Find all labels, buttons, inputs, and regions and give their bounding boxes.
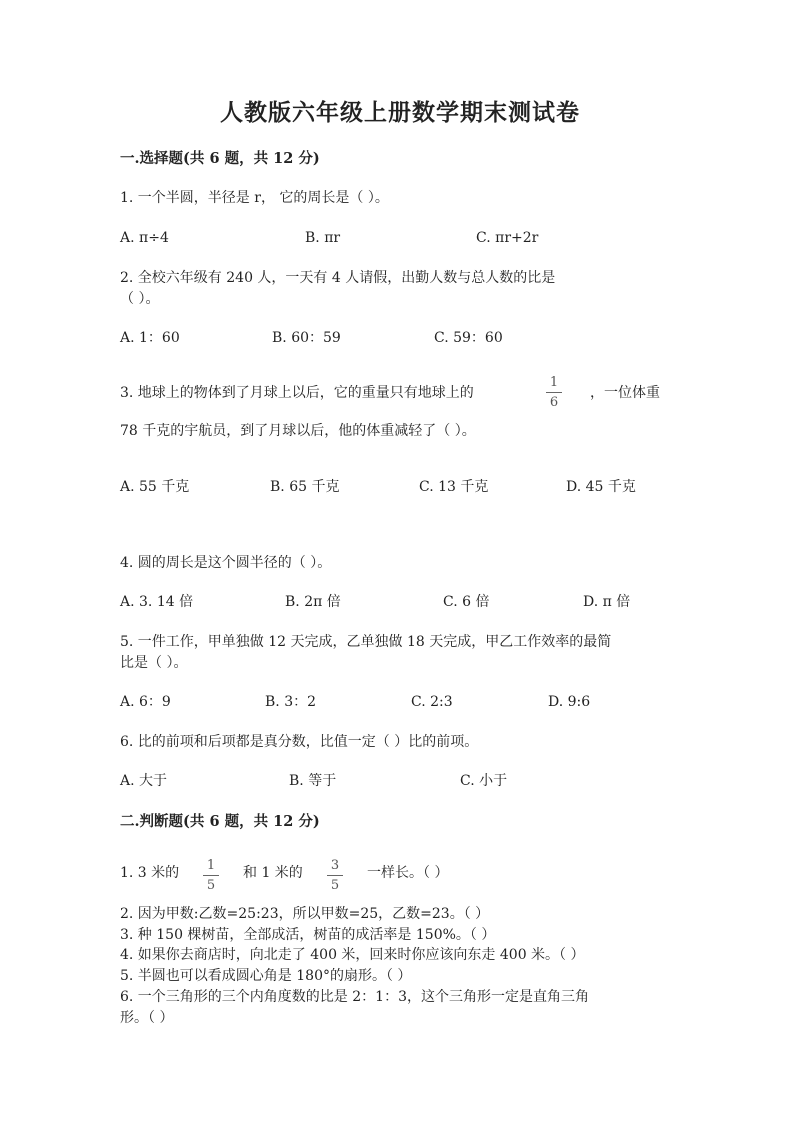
judge-6-line1: 6. 一个三角形的三个内角度数的比是 2：1：3，这个三角形一定是直角三角 — [120, 989, 589, 1005]
judge-1-part1: 1. 3 米的 — [120, 865, 180, 881]
question-5-option-d: D. 9:6 — [548, 694, 591, 710]
fraction-bar — [546, 392, 562, 393]
question-5-stem-line1: 5. 一件工作，甲单独做 12 天完成，乙单独做 18 天完成，甲乙工作效率的最简 — [120, 634, 612, 650]
fraction-bar — [327, 875, 343, 876]
question-6-stem: 6. 比的前项和后项都是真分数，比值一定（ ）比的前项。 — [120, 734, 479, 750]
question-2-option-a: A. 1：60 — [120, 330, 180, 346]
judge-1-part2: 和 1 米的 — [243, 865, 303, 881]
judge-2: 2. 因为甲数:乙数=25:23，所以甲数=25，乙数=23。（ ） — [120, 906, 490, 922]
question-5-option-c: C. 2:3 — [411, 694, 453, 710]
judge-6-line2: 形。（ ） — [120, 1010, 174, 1026]
section-heading-judgment: 二.判断题(共 6 题，共 12 分) — [120, 813, 320, 830]
judge-1-fraction-2 — [325, 858, 345, 893]
fraction-denominator: 6 — [549, 395, 559, 410]
question-2-stem-line2: （ ）。 — [120, 291, 160, 307]
question-1-option-a: A. π÷4 — [120, 230, 169, 246]
page-title: 人教版六年级上册数学期末测试卷 — [220, 99, 580, 126]
judge-4: 4. 如果你去商店时，向北走了 400 米，回来时你应该向东走 400 米。（ ） — [120, 947, 585, 963]
question-4-option-d: D. π 倍 — [583, 594, 631, 610]
question-5-option-b: B. 3：2 — [265, 694, 317, 710]
question-6-option-c: C. 小于 — [460, 773, 508, 789]
question-3-fraction — [544, 375, 564, 410]
fraction-numerator: 3 — [330, 858, 340, 873]
question-6-option-b: B. 等于 — [289, 773, 337, 789]
question-4-option-b: B. 2π 倍 — [285, 594, 341, 610]
fraction-denominator: 5 — [330, 878, 340, 893]
question-3-stem-part2: ，一位体重 — [590, 385, 660, 401]
question-2-option-c: C. 59：60 — [434, 330, 503, 346]
question-1-stem: 1. 一个半圆，半径是 r， 它的周长是（ ）。 — [120, 190, 389, 206]
question-3-stem-part1: 3. 地球上的物体到了月球上以后，它的重量只有地球上的 — [120, 385, 474, 401]
question-3-option-d: D. 45 千克 — [566, 479, 636, 495]
section-heading-choice: 一.选择题(共 6 题，共 12 分) — [120, 150, 320, 167]
question-3-option-c: C. 13 千克 — [419, 479, 489, 495]
judge-1-fraction-1 — [201, 858, 221, 893]
question-4-option-a: A. 3. 14 倍 — [120, 594, 194, 610]
question-3-option-a: A. 55 千克 — [120, 479, 190, 495]
question-3-stem-line2: 78 千克的宇航员，到了月球以后，他的体重减轻了（ ）。 — [120, 423, 476, 439]
fraction-bar — [203, 875, 219, 876]
question-1-option-c: C. πr+2r — [476, 230, 539, 246]
fraction-numerator: 1 — [206, 858, 216, 873]
question-4-option-c: C. 6 倍 — [443, 594, 490, 610]
question-2-stem-line1: 2. 全校六年级有 240 人，一天有 4 人请假，出勤人数与总人数的比是 — [120, 270, 556, 286]
judge-3: 3. 种 150 棵树苗，全部成活，树苗的成活率是 150%。（ ） — [120, 927, 496, 943]
question-4-stem: 4. 圆的周长是这个圆半径的（ ）。 — [120, 555, 332, 571]
question-1-option-b: B. πr — [305, 230, 341, 246]
question-2-option-b: B. 60：59 — [272, 330, 341, 346]
fraction-denominator: 5 — [206, 878, 216, 893]
question-5-option-a: A. 6：9 — [120, 694, 171, 710]
judge-5: 5. 半圆也可以看成圆心角是 180°的扇形。（ ） — [120, 968, 412, 984]
question-5-stem-line2: 比是（ ）。 — [120, 655, 188, 671]
question-6-option-a: A. 大于 — [120, 773, 168, 789]
judge-1-part3: 一样长。（ ） — [367, 865, 449, 881]
fraction-numerator: 1 — [549, 375, 559, 390]
question-3-option-b: B. 65 千克 — [270, 479, 340, 495]
